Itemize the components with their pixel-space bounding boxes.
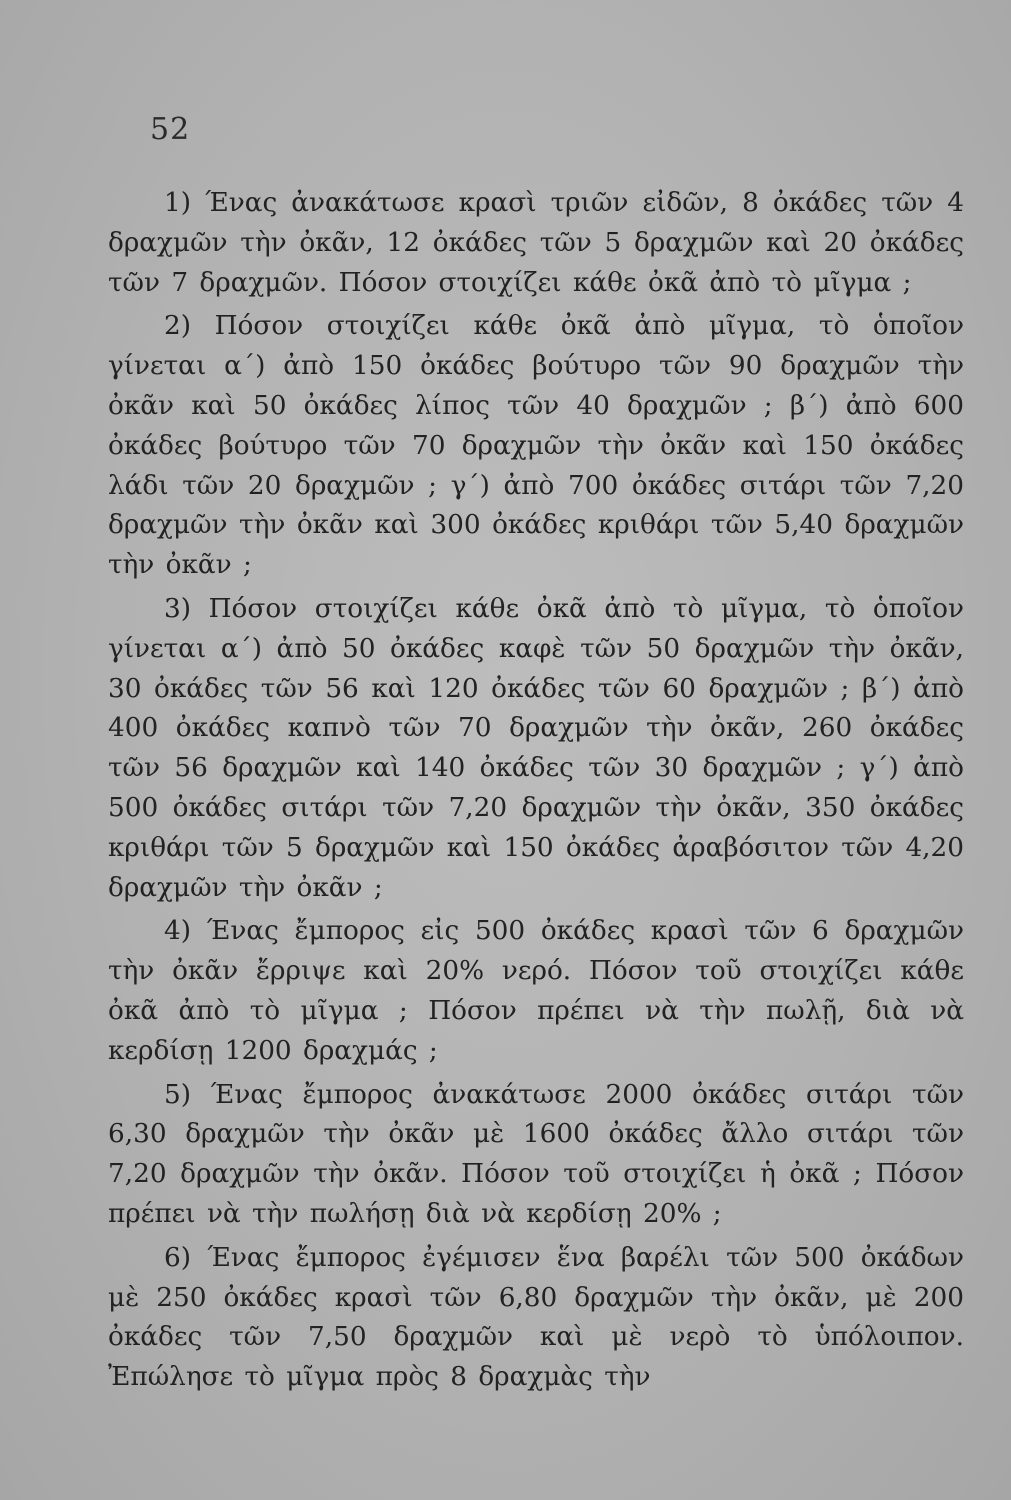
problem-1: 1) Ένας ἀνακάτωσε κρασὶ τριῶν εἰδῶν, 8 ὀκάδες τῶν 4 δραχμῶν τὴν ὀκᾶν, 12 ὀκάδες τῶν 5 δραχμῶν καὶ 20 ὀκάδες τῶν 7 δραχμῶν. Πόσον στοιχίζει κάθε ὀκᾶ ἀπὸ τὸ μῖγμα ;: [108, 188, 964, 298]
page-number: 52: [150, 112, 191, 147]
problem-5: 5) Ένας ἔμπορος ἀνακάτωσε 2000 ὀκάδες σιτάρι τῶν 6,30 δραχμῶν τὴν ὀκᾶν μὲ 1600 ὀκάδες ἄλλο σιτάρι τῶν 7,20 δραχμῶν τὴν ὀκᾶν. Πόσον τοῦ στοιχίζει ἡ ὀκᾶ ; Πόσον πρέπει νὰ τὴν πωλήσῃ διὰ νὰ κερδίσῃ 20% ;: [108, 1079, 964, 1229]
problems-text: [108, 184, 964, 1402]
problem-2: 2) Πόσον στοιχίζει κάθε ὀκᾶ ἀπὸ μῖγμα, τὸ ὁποῖον γίνεται α΄) ἀπὸ 150 ὀκάδες βούτυρο τῶν 90 δραχμῶν τὴν ὀκᾶν καὶ 50 ὀκάδες λίπος τῶν 40 δραχμῶν ; β΄) ἀπὸ 600 ὀκάδες βούτυρο τῶν 70 δραχμῶν τὴν ὀκᾶν καὶ 150 ὀκάδες λάδι τῶν 20 δραχμῶν ; γ΄) ἀπὸ 700 ὀκάδες σιτάρι τῶν 7,20 δραχμῶν τὴν ὀκᾶν καὶ 300 ὀκάδες κριθάρι τῶν 5,40 δραχμῶν τὴν ὀκᾶν ;: [108, 311, 964, 581]
problem-3: 3) Πόσον στοιχίζει κάθε ὀκᾶ ἀπὸ τὸ μῖγμα, τὸ ὁποῖον γίνεται α΄) ἀπὸ 50 ὀκάδες καφὲ τῶν 50 δραχμῶν τὴν ὀκᾶν, 30 ὀκάδες τῶν 56 καὶ 120 ὀκάδες τῶν 60 δραχμῶν ; β΄) ἀπὸ 400 ὀκάδες καπνὸ τῶν 70 δραχμῶν τὴν ὀκᾶν, 260 ὀκάδες τῶν 56 δραχμῶν καὶ 140 ὀκάδες τῶν 30 δραχμῶν ; γ΄) ἀπὸ 500 ὀκάδες σιτάρι τῶν 7,20 δραχμῶν τὴν ὀκᾶν, 350 ὀκάδες κριθάρι τῶν 5 δραχμῶν καὶ 150 ὀκάδες ἀραβόσιτον τῶν 4,20 δραχμῶν τὴν ὀκᾶν ;: [108, 593, 964, 903]
problem-6: 6) Ένας ἔμπορος ἐγέμισεν ἕνα βαρέλι τῶν 500 ὀκάδων μὲ 250 ὀκάδες κρασὶ τῶν 6,80 δραχμῶν τὴν ὀκᾶν, μὲ 200 ὀκάδες τῶν 7,50 δραχμῶν καὶ μὲ νερὸ τὸ ὑπόλοιπον. Ἐπώλησε τὸ μῖγμα πρὸς 8 δραχμὰς τὴν: [108, 1242, 964, 1393]
problem-4: 4) Ένας ἔμπορος εἰς 500 ὀκάδες κρασὶ τῶν 6 δραχμῶν τὴν ὀκᾶν ἔρριψε καὶ 20% νερό. Πόσον τοῦ στοιχίζει κάθε ὀκᾶ ἀπὸ τὸ μῖγμα ; Πόσον πρέπει νὰ τὴν πωλῇ, διὰ νὰ κερδίσῃ 1200 δραχμάς ;: [108, 916, 964, 1066]
